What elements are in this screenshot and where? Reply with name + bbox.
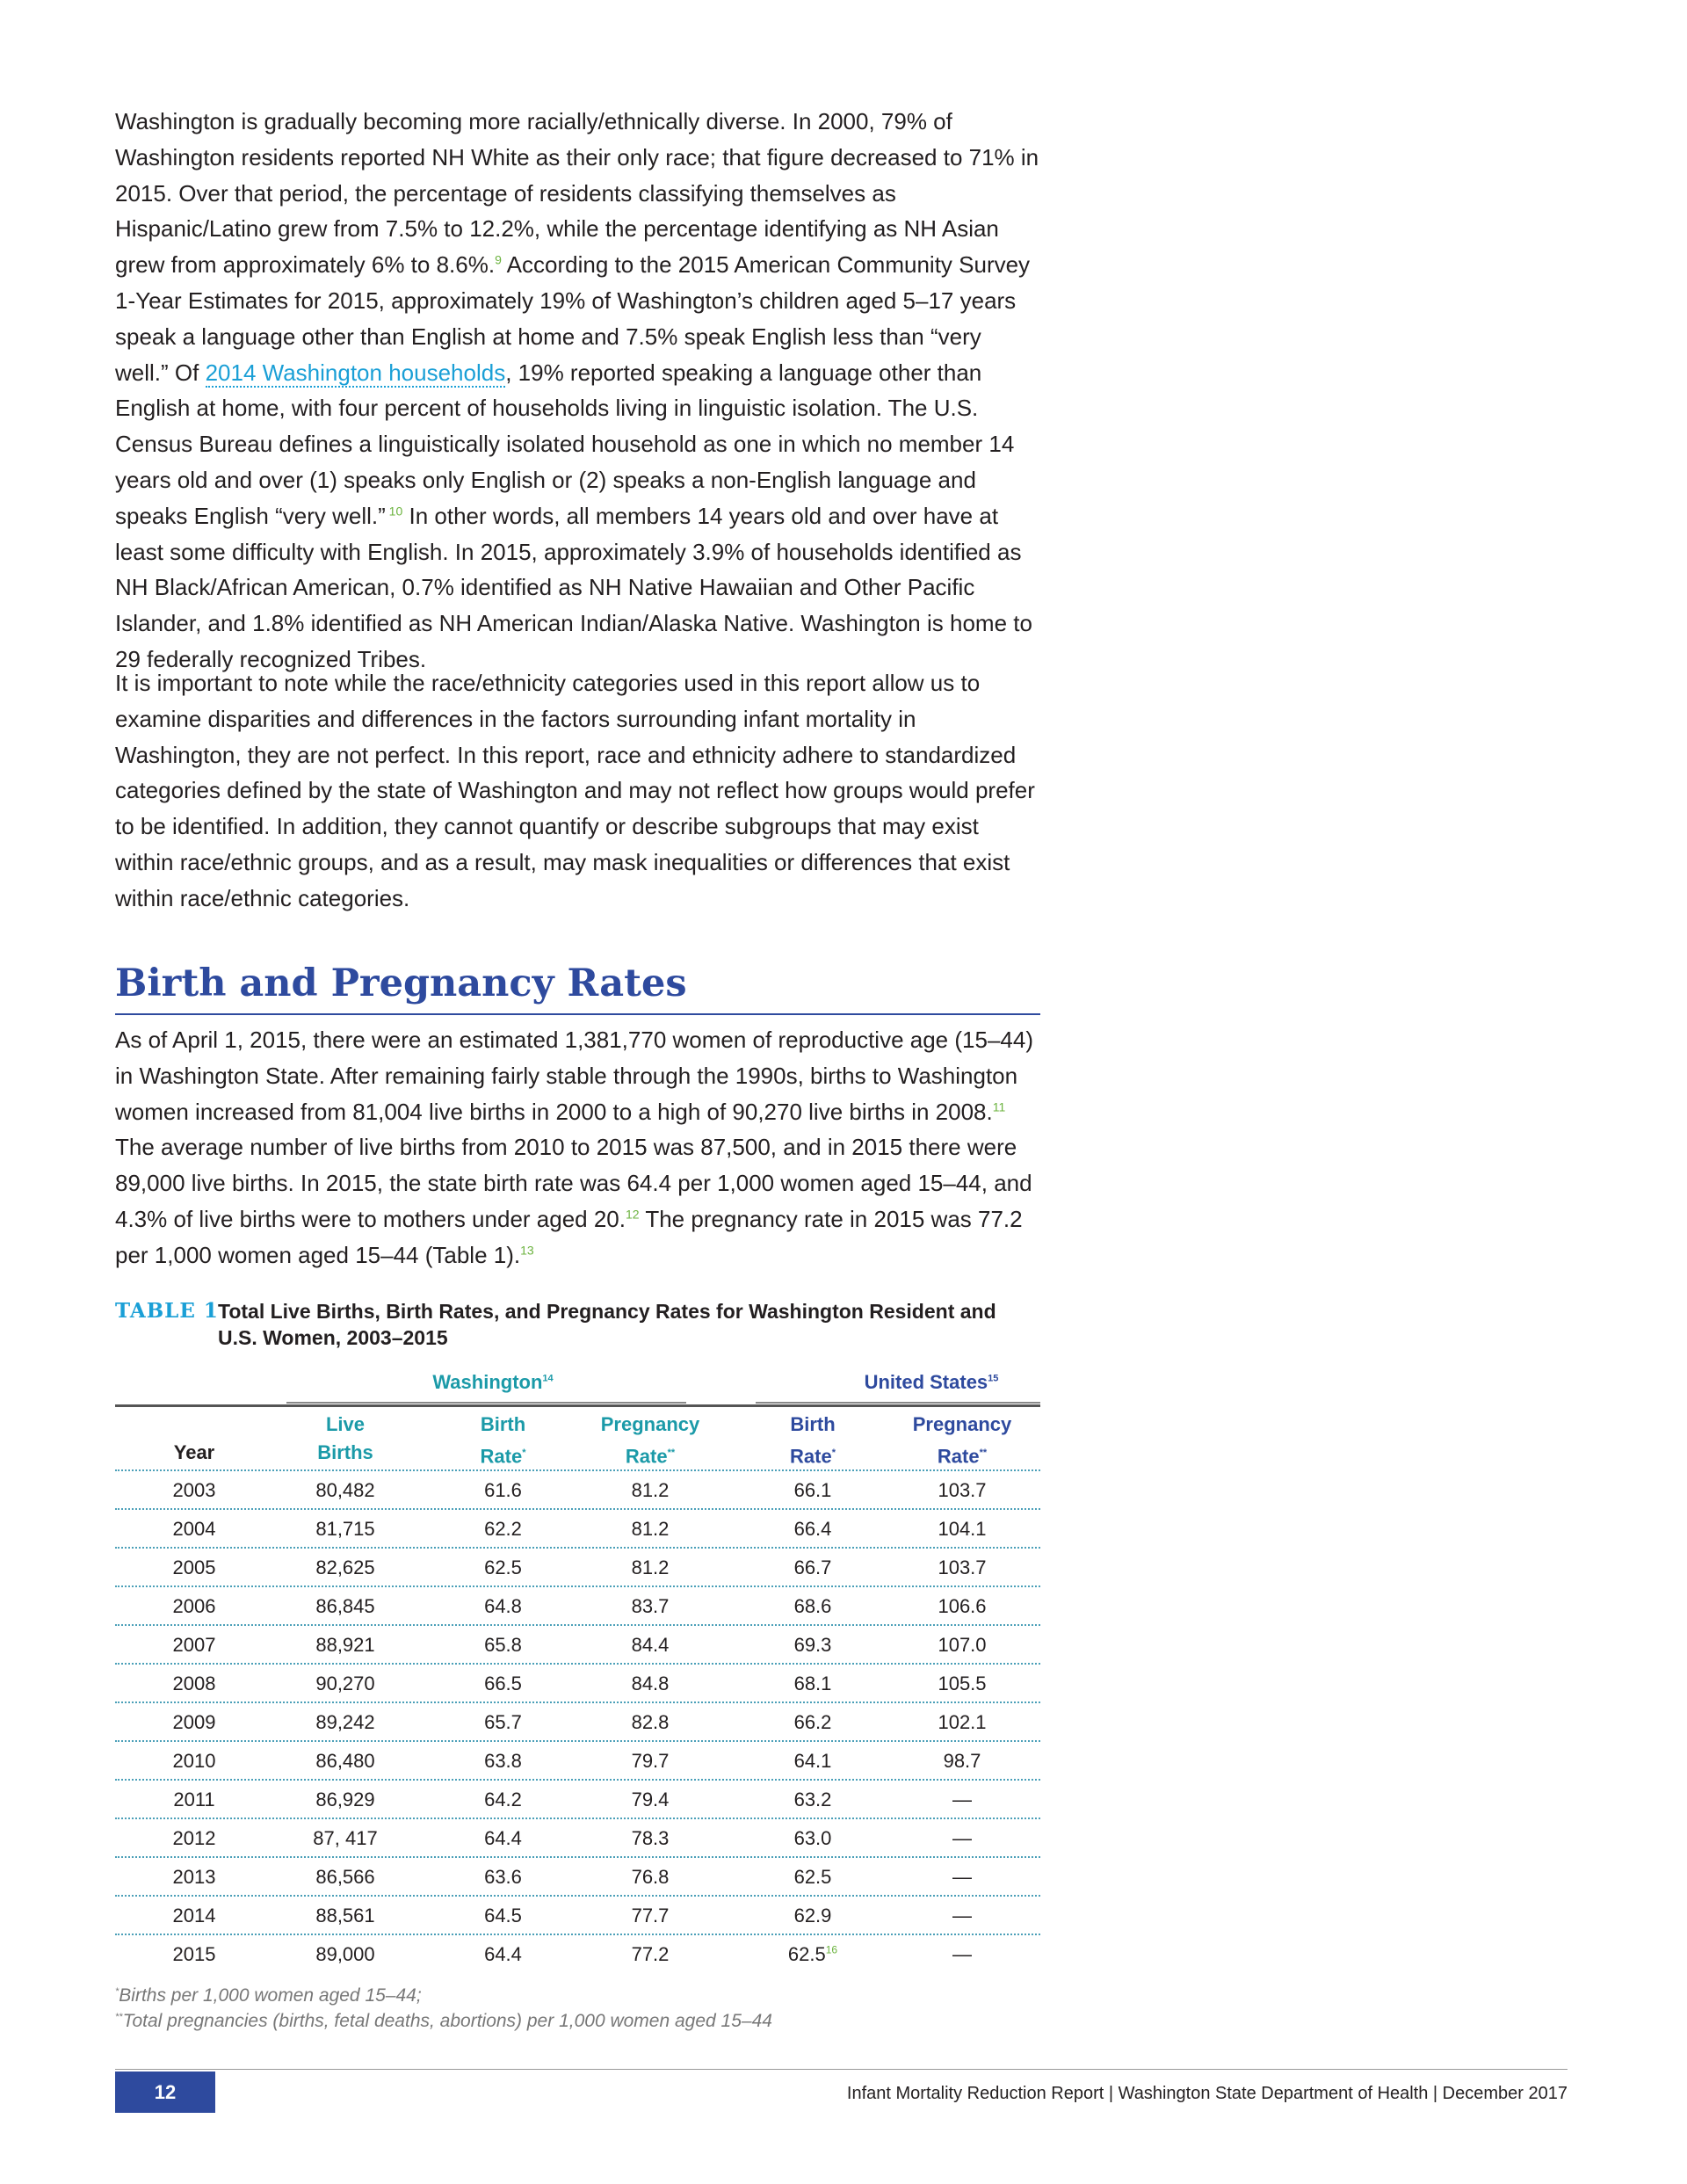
cell-year: 2007 (172, 1634, 216, 1656)
header-line (887, 1439, 1037, 1470)
footnote-ref-12[interactable]: 12 (626, 1207, 640, 1222)
footnote-ref-14[interactable]: 14 (542, 1373, 554, 1384)
asterisk-mark: * (522, 1448, 526, 1458)
col-header-year: Year (173, 1441, 215, 1463)
header-text: Rate (480, 1445, 523, 1468)
header-line: Live (325, 1413, 366, 1435)
cell-year: 2013 (172, 1866, 216, 1888)
footer-text: Infant Mortality Reduction Report | Washington State Department of Health | December 2017 (846, 2084, 1568, 2103)
cell-live-births: 88,921 (315, 1634, 375, 1656)
households-link[interactable]: 2014 Washington households (205, 359, 506, 386)
col-header-wa-birth-rate (444, 1411, 562, 1470)
cell-us-pregnancy-rate: 105.5 (938, 1672, 987, 1694)
asterisk-mark: ** (979, 1448, 988, 1458)
cell-live-births: 86,929 (315, 1789, 375, 1810)
paragraph-text: Washington is gradually becoming more racially/ethnically diverse. In 2000, 79% of Washington residents reported NH White as their only race; that figure decreased to 71% in 2015. Over that period, the percentage of residents classifying themselves as Hispanic/Latino grew from 7.5% to 12.2%, while the percentage identifying as NH Asian grew from approximately 6% to 8.6%. (115, 108, 1039, 279)
cell-us-birth-rate: 63.2 (793, 1789, 832, 1810)
cell-us-birth-rate: 68.1 (793, 1672, 832, 1694)
cell-wa-birth-rate: 63.8 (484, 1750, 522, 1772)
col-header-us-pregnancy-rate (887, 1411, 1037, 1470)
cell-wa-birth-rate: 64.4 (484, 1943, 522, 1965)
table-tag: TABLE 1 (115, 1299, 219, 1323)
group-divider-washington (286, 1402, 686, 1404)
table-row (115, 1895, 1040, 1934)
asterisk-mark: * (831, 1448, 836, 1458)
cell-wa-pregnancy-rate: 78.3 (631, 1827, 670, 1849)
cell-wa-pregnancy-rate: 81.2 (631, 1556, 670, 1578)
paragraph-diversity (115, 104, 1040, 678)
note-paragraph-block (115, 665, 1040, 917)
table-row (115, 1508, 1040, 1548)
cell-wa-pregnancy-rate: 81.2 (631, 1479, 670, 1501)
cell-live-births: 86,566 (315, 1866, 375, 1888)
cell-year: 2003 (172, 1479, 216, 1501)
header-line (580, 1439, 720, 1470)
cell-year: 2012 (172, 1827, 216, 1849)
cell-wa-pregnancy-rate: 77.7 (631, 1905, 670, 1926)
cell-wa-birth-rate: 63.6 (484, 1866, 522, 1888)
cell-wa-pregnancy-rate: 79.4 (631, 1789, 670, 1810)
paragraph-text: According to the 2015 American Community Survey 1-Year Estimates for 2015, approximately 19% of Washington’s children aged 5–17 years speak a language other than English at home and 7.5% speak English less than “very well.” Of (115, 251, 1031, 386)
intro-paragraph-block (115, 104, 1040, 678)
table-footnote-2 (115, 2004, 772, 2035)
group-label: United States (864, 1371, 988, 1393)
cell-wa-pregnancy-rate: 83.7 (631, 1595, 670, 1617)
cell-live-births: 86,480 (315, 1750, 375, 1772)
header-line: Birth (480, 1413, 526, 1435)
table-row (115, 1585, 1040, 1625)
group-divider-us (756, 1402, 1040, 1404)
cell-wa-pregnancy-rate: 84.4 (631, 1634, 670, 1656)
header-line (756, 1439, 870, 1470)
table-row (115, 1740, 1040, 1780)
cell-us-pregnancy-rate: 98.7 (943, 1750, 981, 1772)
cell-year: 2005 (172, 1556, 216, 1578)
footnote-ref-16[interactable]: 16 (825, 1943, 838, 1956)
cell-year: 2004 (172, 1518, 216, 1540)
cell-wa-pregnancy-rate: 76.8 (631, 1866, 670, 1888)
cell-us-pregnancy-rate: 104.1 (938, 1518, 987, 1540)
cell-live-births: 86,845 (315, 1595, 375, 1617)
group-label: Washington (432, 1371, 543, 1393)
cell-wa-pregnancy-rate: 77.2 (631, 1943, 670, 1965)
table-row (115, 1624, 1040, 1664)
cell-year: 2009 (172, 1711, 216, 1733)
cell-year: 2011 (173, 1789, 215, 1810)
cell-us-pregnancy-rate: — (952, 1905, 972, 1926)
cell-wa-birth-rate: 64.8 (484, 1595, 522, 1617)
col-header-live-births (286, 1411, 404, 1467)
cell-wa-birth-rate: 64.2 (484, 1789, 522, 1810)
cell-year: 2008 (172, 1672, 216, 1694)
cell-us-pregnancy-rate: — (952, 1789, 972, 1810)
cell-live-births: 82,625 (315, 1556, 375, 1578)
cell-wa-birth-rate: 62.5 (484, 1556, 522, 1578)
header-text: Rate (625, 1445, 668, 1468)
asterisk-mark: * (115, 1986, 119, 1997)
group-header-us (764, 1371, 1098, 1394)
table-title: Total Live Births, Birth Rates, and Pregnancy Rates for Washington Resident and U.S. Women, 2003–2015 (218, 1300, 996, 1349)
cell-wa-pregnancy-rate: 79.7 (631, 1750, 670, 1772)
cell-wa-birth-rate: 65.8 (484, 1634, 522, 1656)
header-line: Birth (790, 1413, 836, 1435)
table-row (115, 1818, 1040, 1857)
page-number: 12 (115, 2072, 215, 2113)
cell-live-births: 90,270 (315, 1672, 375, 1694)
paragraph-birth-rates (115, 1022, 1040, 1273)
cell-us-pregnancy-rate: 107.0 (938, 1634, 987, 1656)
header-line (444, 1439, 562, 1470)
cell-wa-birth-rate: 65.7 (484, 1711, 522, 1733)
footnote-text: Total pregnancies (births, fetal deaths, abortions) per 1,000 women aged 15–44 (122, 2011, 772, 2031)
cell-us-birth-rate: 66.2 (793, 1711, 832, 1733)
birth-paragraph-block (115, 1022, 1040, 1273)
cell-year: 2014 (172, 1905, 216, 1926)
cell-live-births: 87, 417 (313, 1827, 378, 1849)
paragraph-text: As of April 1, 2015, there were an estimated 1,381,770 women of reproductive age (15–44) in Washington State. After remaining fairly stable through the 1990s, births to Washington women increased from 81,004 live births in 2000 to a high of 90,270 live births in 2008. (115, 1027, 1033, 1125)
cell-us-birth-rate: 69.3 (793, 1634, 832, 1656)
header-line: Pregnancy (600, 1413, 700, 1435)
cell-wa-birth-rate: 64.5 (484, 1905, 522, 1926)
cell-wa-birth-rate: 62.2 (484, 1518, 522, 1540)
cell-live-births: 80,482 (315, 1479, 375, 1501)
paragraph-text: , 19% reported speaking a language other than English at home, with four percent of households living in linguistic isolation. The U.S. Census Bureau defines a linguistically isolated household as one in which no member 14 years old and over (1) speaks only English or (2) speaks a non-English language and speaks English “very well.” (115, 359, 1015, 529)
table-row (115, 1701, 1040, 1741)
footer-rule (115, 2069, 1568, 2070)
cell-us-birth-rate (756, 1935, 870, 1973)
paragraph-text: The average number of live births from 2010 to 2015 was 87,500, and in 2015 there were 89,000 live births. In 2015, the state birth rate was 64.4 per 1,000 women aged 15–44, and 4.3% of live births were to mothers under aged 20. (115, 1134, 1032, 1232)
footnote-ref-11[interactable]: 11 (992, 1099, 1006, 1114)
header-line: Births (317, 1441, 373, 1463)
footnote-ref-13[interactable]: 13 (520, 1243, 534, 1258)
cell-year: 2006 (172, 1595, 216, 1617)
table-row (115, 1779, 1040, 1818)
cell-wa-birth-rate: 66.5 (484, 1672, 522, 1694)
footnote-ref-9[interactable]: 9 (495, 252, 502, 267)
cell-us-pregnancy-rate: 103.7 (938, 1556, 987, 1578)
table-row (115, 1469, 1040, 1509)
cell-live-births: 89,000 (315, 1943, 375, 1965)
cell-us-pregnancy-rate: — (952, 1943, 972, 1965)
cell-wa-pregnancy-rate: 82.8 (631, 1711, 670, 1733)
cell-us-birth-rate: 64.1 (793, 1750, 832, 1772)
cell-us-pregnancy-rate: 102.1 (938, 1711, 987, 1733)
paragraph-text: In other words, all members 14 years old and over have at least some difficulty with English. In 2015, approximately 3.9% of households identified as NH Black/African American, 0.7% identified as NH Native Hawaiian and Other Pacific Islander, and 1.8% identified as NH American Indian/Alaska Native. Washington is home to 29 federally recognized Tribes. (115, 502, 1032, 672)
cell-live-births: 81,715 (315, 1518, 375, 1540)
cell-us-pregnancy-rate: 106.6 (938, 1595, 987, 1617)
asterisk-mark: ** (115, 2012, 123, 2022)
cell-value: 62.5 (787, 1943, 826, 1965)
cell-us-birth-rate: 62.9 (793, 1905, 832, 1926)
header-text: Rate (937, 1445, 980, 1468)
cell-year: 2015 (172, 1943, 216, 1965)
cell-us-pregnancy-rate: — (952, 1866, 972, 1888)
cell-live-births: 88,561 (315, 1905, 375, 1926)
footnote-ref-10[interactable]: 10 (385, 504, 403, 519)
cell-wa-pregnancy-rate: 81.2 (631, 1518, 670, 1540)
table-row (115, 1934, 1040, 1973)
cell-live-births: 89,242 (315, 1711, 375, 1733)
header-text: Rate (790, 1445, 832, 1468)
cell-us-pregnancy-rate: 103.7 (938, 1479, 987, 1501)
cell-us-birth-rate: 62.5 (793, 1866, 832, 1888)
cell-us-birth-rate: 66.7 (793, 1556, 832, 1578)
cell-us-birth-rate: 68.6 (793, 1595, 832, 1617)
paragraph-text: The pregnancy rate in 2015 was 77.2 per 1,000 women aged 15–44 (Table 1). (115, 1205, 1023, 1268)
col-header-wa-pregnancy-rate (580, 1411, 720, 1470)
cell-year: 2010 (172, 1750, 216, 1772)
cell-us-birth-rate: 66.4 (793, 1518, 832, 1540)
group-header-washington (379, 1371, 607, 1394)
cell-wa-birth-rate: 64.4 (484, 1827, 522, 1849)
cell-us-birth-rate: 63.0 (793, 1827, 832, 1849)
section-heading: Birth and Pregnancy Rates (115, 961, 1040, 1015)
header-rule (115, 1404, 1040, 1407)
cell-us-pregnancy-rate: — (952, 1827, 972, 1849)
table-row (115, 1856, 1040, 1896)
paragraph-race-categories: It is important to note while the race/ethnicity categories used in this report allow us to examine disparities and differences in the factors surrounding infant mortality in Washington, they are not perfect. In this report, race and ethnicity adhere to standardized categories defined by the state of Washington and may not reflect how groups would prefer to be identified. In addition, they cannot quantify or describe subgroups that may exist within race/ethnic groups, and as a result, may mask inequalities or differences that exist within race/ethnic categories. (115, 670, 1035, 911)
asterisk-mark: ** (667, 1448, 676, 1458)
footnote-ref-15[interactable]: 15 (988, 1373, 999, 1384)
cell-us-birth-rate: 66.1 (793, 1479, 832, 1501)
cell-wa-birth-rate: 61.6 (484, 1479, 522, 1501)
cell-wa-pregnancy-rate: 84.8 (631, 1672, 670, 1694)
table-row (115, 1547, 1040, 1586)
footnote-text: Births per 1,000 women aged 15–44; (119, 1985, 422, 2006)
table-row (115, 1663, 1040, 1702)
header-line: Pregnancy (912, 1413, 1012, 1435)
col-header-us-birth-rate (756, 1411, 870, 1470)
